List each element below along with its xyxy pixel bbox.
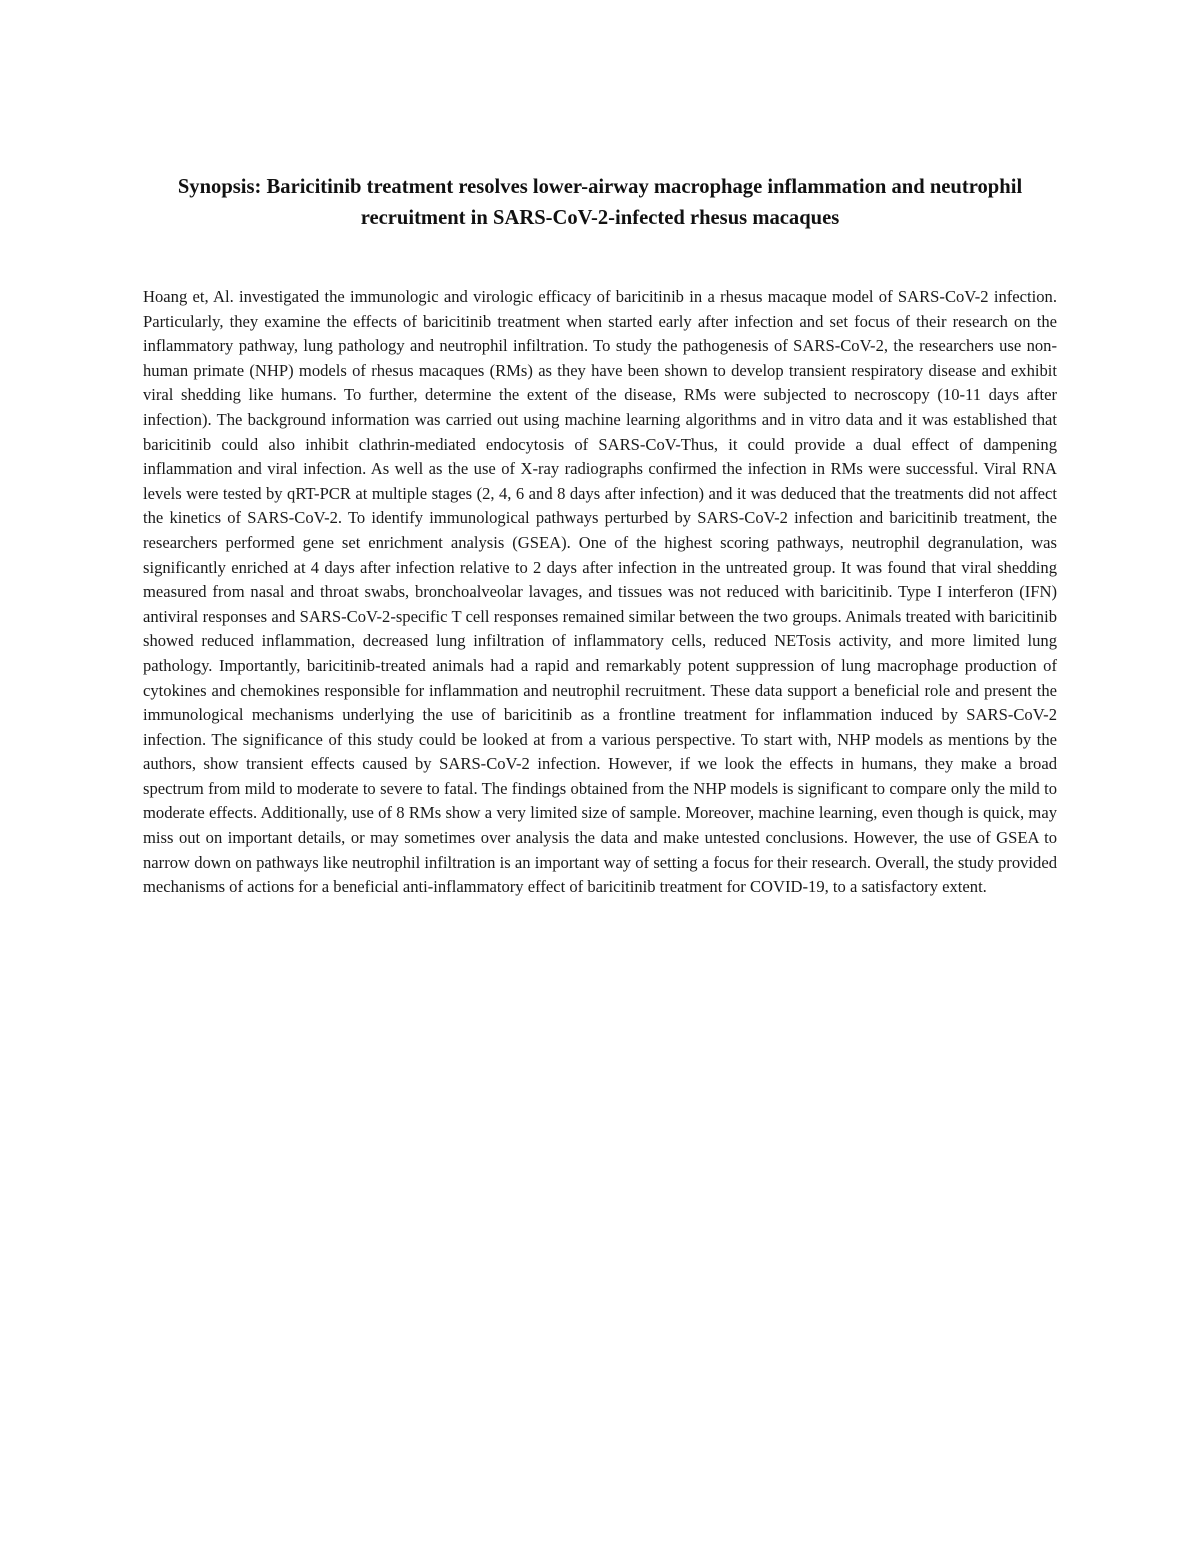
- body-paragraph: Hoang et, Al. investigated the immunologic and virologic efficacy of baricitinib in a rhesus macaque model of SARS-CoV-2 infection. Particularly, they examine the effects of baricitinib treatment when started early after infection and set focus of their research on the inflammatory pathway, lung pathology and neutrophil infiltration. To study the pathogenesis of SARS-CoV-2, the researchers use non-human primate (NHP) models of rhesus macaques (RMs) as they have been shown to develop transient respiratory disease and exhibit viral shedding like humans. To further, determine the extent of the disease, RMs were subjected to necroscopy (10-11 days after infection). The background information was carried out using machine learning algorithms and in vitro data and it was established that baricitinib could also inhibit clathrin-mediated endocytosis of SARS-CoV-Thus, it could provide a dual effect of dampening inflammation and viral infection. As well as the use of X-ray radiographs confirmed the infection in RMs were successful. Viral RNA levels were tested by qRT-PCR at multiple stages (2, 4, 6 and 8 days after infection) and it was deduced that the treatments did not affect the kinetics of SARS-CoV-2. To identify immunological pathways perturbed by SARS-CoV-2 infection and baricitinib treatment, the researchers performed gene set enrichment analysis (GSEA). One of the highest scoring pathways, neutrophil degranulation, was significantly enriched at 4 days after infection relative to 2 days after infection in the untreated group. It was found that viral shedding measured from nasal and throat swabs, bronchoalveolar lavages, and tissues was not reduced with baricitinib. Type I interferon (IFN) antiviral responses and SARS-CoV-2-specific T cell responses remained similar between the two groups. Animals treated with baricitinib showed reduced inflammation, decreased lung infiltration of inflammatory cells, reduced NETosis activity, and more limited lung pathology. Importantly, baricitinib-treated animals had a rapid and remarkably potent suppression of lung macrophage production of cytokines and chemokines responsible for inflammation and neutrophil recruitment. These data support a beneficial role and present the immunological mechanisms underlying the use of baricitinib as a frontline treatment for inflammation induced by SARS-CoV-2 infection. The significance of this study could be looked at from a various perspective. To start with, NHP models as mentions by the authors, show transient effects caused by SARS-CoV-2 infection. However, if we look the effects in humans, they make a broad spectrum from mild to moderate to severe to fatal. The findings obtained from the NHP models is significant to compare only the mild to moderate effects. Additionally, use of 8 RMs show a very limited size of sample. Moreover, machine learning, even though is quick, may miss out on important details, or may sometimes over analysis the data and make untested conclusions. However, the use of GSEA to narrow down on pathways like neutrophil infiltration is an important way of setting a focus for their research. Overall, the study provided mechanisms of actions for a beneficial anti-inflammatory effect of baricitinib treatment for COVID-19, to a satisfactory extent.: [143, 287, 1057, 897]
- document-title: Synopsis: Baricitinib treatment resolves lower-airway macrophage inflammation and neutrophil recruitment in SARS-CoV-2-infected rhesus macaques: [177, 176, 1023, 229]
